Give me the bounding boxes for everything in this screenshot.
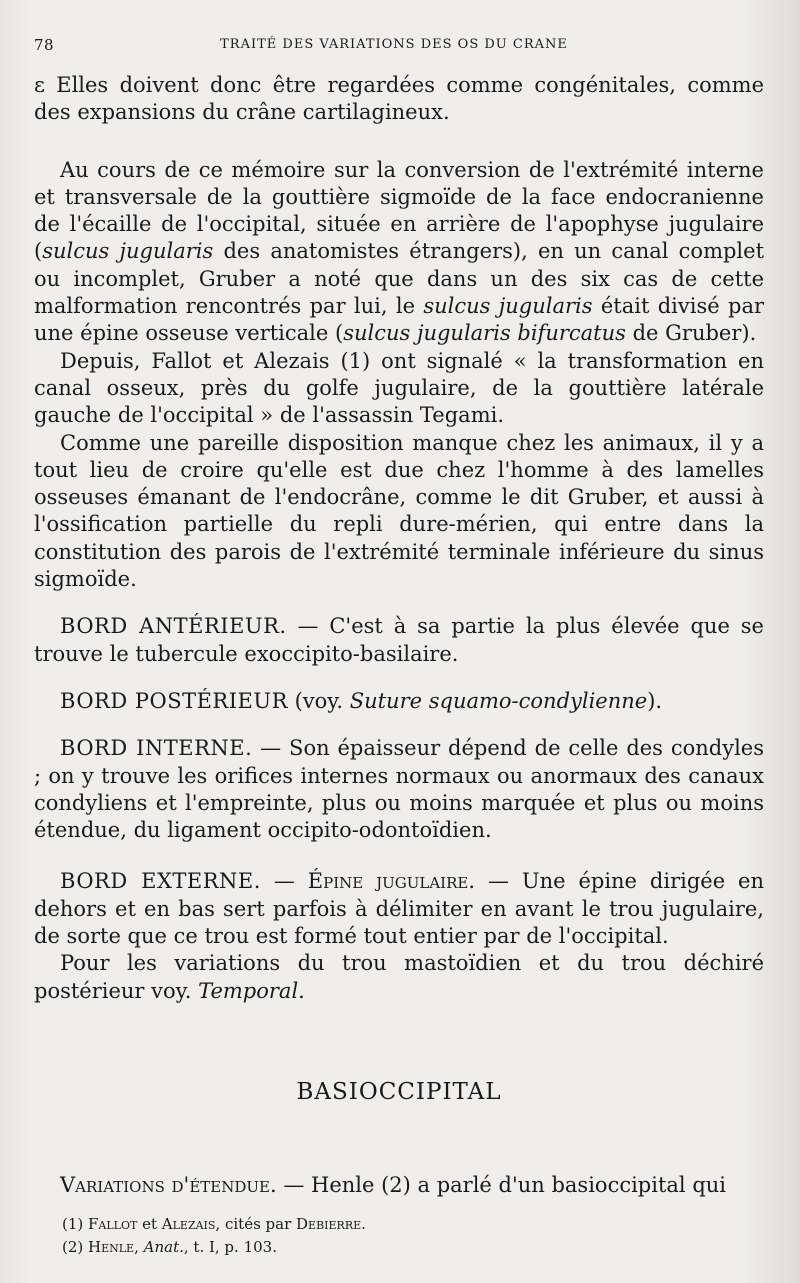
paragraph-fallot-alezais: Depuis, Fallot et Alezais (1) ont signalé « la transformation en canal osseux, près du golfe jugulaire, de la gouttière latérale gauche de l'occipital » de l'assassin Tegami. — [34, 348, 764, 428]
paragraph-variations-etendue — [34, 1172, 764, 1199]
text-run: — Son épaisseur dépend de celle des condyles ; on y trouve les orifices internes normaux ou anormaux des canaux condyliens et l'empreinte, plus ou moins marquée et plus ou moins étendue, du ligament occipito-odontoïdien. — [34, 736, 765, 843]
work-title: Anat. — [143, 1238, 184, 1256]
text-run: , cités par — [215, 1215, 297, 1233]
page-body — [34, 72, 764, 1200]
heading-bord-posterieur: BORD POSTÉRIEUR — [60, 688, 288, 713]
footnote-marker: (2) — [62, 1238, 89, 1256]
footnotes — [62, 1213, 366, 1259]
text-run: — Une épine dirigée en dehors et en bas sert parfois à délimiter en avant le trou jugulaire, de sorte que ce trou est formé tout entier par de l'occipital. — [34, 869, 764, 949]
text-run: — C'est à sa partie la plus élevée que se trouve le tubercule exoccipito-basilaire. — [34, 614, 764, 666]
author-name: Alezais — [161, 1215, 216, 1233]
text-run: et — [137, 1215, 162, 1233]
text-run: Au cours de ce mémoire sur la conversion de l'extrémité interne et transversale de la gouttière sigmoïde de la face endocranienne de l'écaille de l'occipital, située en arrière de l'apophyse jugulaire ( — [34, 157, 764, 264]
section-title: BASIOCCIPITAL — [296, 1078, 502, 1105]
paragraph-bord-posterieur — [34, 688, 764, 715]
paragraph-bord-externe — [34, 868, 764, 950]
page-header — [34, 34, 754, 58]
paragraph-gruber — [34, 157, 764, 348]
text-run: de Gruber). — [625, 321, 757, 346]
footnote-1 — [62, 1213, 366, 1236]
text-run: — — [260, 869, 308, 894]
text-run: . — [361, 1215, 366, 1233]
cross-reference: Temporal. — [198, 978, 305, 1003]
author-name: Henle — [88, 1238, 135, 1256]
text-run: était divisé par une épine osseuse verticale ( — [34, 294, 765, 346]
page-number: 78 — [34, 36, 55, 54]
author-name: Debierre — [296, 1215, 362, 1233]
paragraph-variations-trou — [34, 950, 764, 1005]
author-name: Fallot — [88, 1215, 138, 1233]
italic-term: sulcus jugularis bifurcatus — [343, 321, 626, 346]
subheading-variations-etendue: Variations d'étendue. — [60, 1173, 277, 1198]
text-run: ). — [647, 688, 663, 713]
paragraph-bord-interne — [34, 735, 764, 844]
paragraph-congenitales: ε Elles doivent donc être regardées comme congénitales, comme des expansions du crâne cartilagineux. — [34, 73, 764, 125]
text-run: des anatomistes étrangers), en un canal complet ou incomplet, Gruber a noté que dans un des six cas de cette malformation rencontrés par lui, le — [34, 239, 765, 319]
subheading-epine-jugulaire: Épine jugulaire. — [307, 869, 476, 894]
footnote-2 — [62, 1236, 366, 1259]
text-run: , t. I, p. 103. — [183, 1238, 277, 1256]
cross-reference: Suture squamo-condylienne — [349, 688, 648, 713]
text-run: Pour les variations du trou mastoïdien et du trou déchiré postérieur voy. — [34, 951, 764, 1003]
running-title: TRAITÉ DES VARIATIONS DES OS DU CRANE — [220, 37, 568, 52]
heading-bord-externe: BORD EXTERNE. — [60, 869, 261, 894]
italic-term: sulcus jugularis — [423, 294, 593, 319]
heading-bord-interne: BORD INTERNE. — [60, 736, 253, 761]
text-run: — Henle (2) a parlé d'un basioccipital qui — [276, 1173, 727, 1198]
footnote-marker: (1) — [62, 1215, 89, 1233]
text-run: (voy. — [287, 688, 350, 713]
paragraph-bord-anterieur — [34, 613, 764, 668]
heading-bord-anterieur: BORD ANTÉRIEUR. — [60, 614, 287, 639]
text-run: , — [134, 1238, 144, 1256]
paragraph-animaux: Comme une pareille disposition manque chez les animaux, il y a tout lieu de croire qu'elle est due chez l'homme à des lamelles osseuses émanant de l'endocrâne, comme le dit Gruber, et aussi à l'ossification partielle du repli dure-mérien, qui entre dans la constitution des parois de l'extrémité terminale inférieure du sinus sigmoïde. — [34, 430, 764, 592]
italic-term: sulcus jugularis — [42, 239, 214, 264]
